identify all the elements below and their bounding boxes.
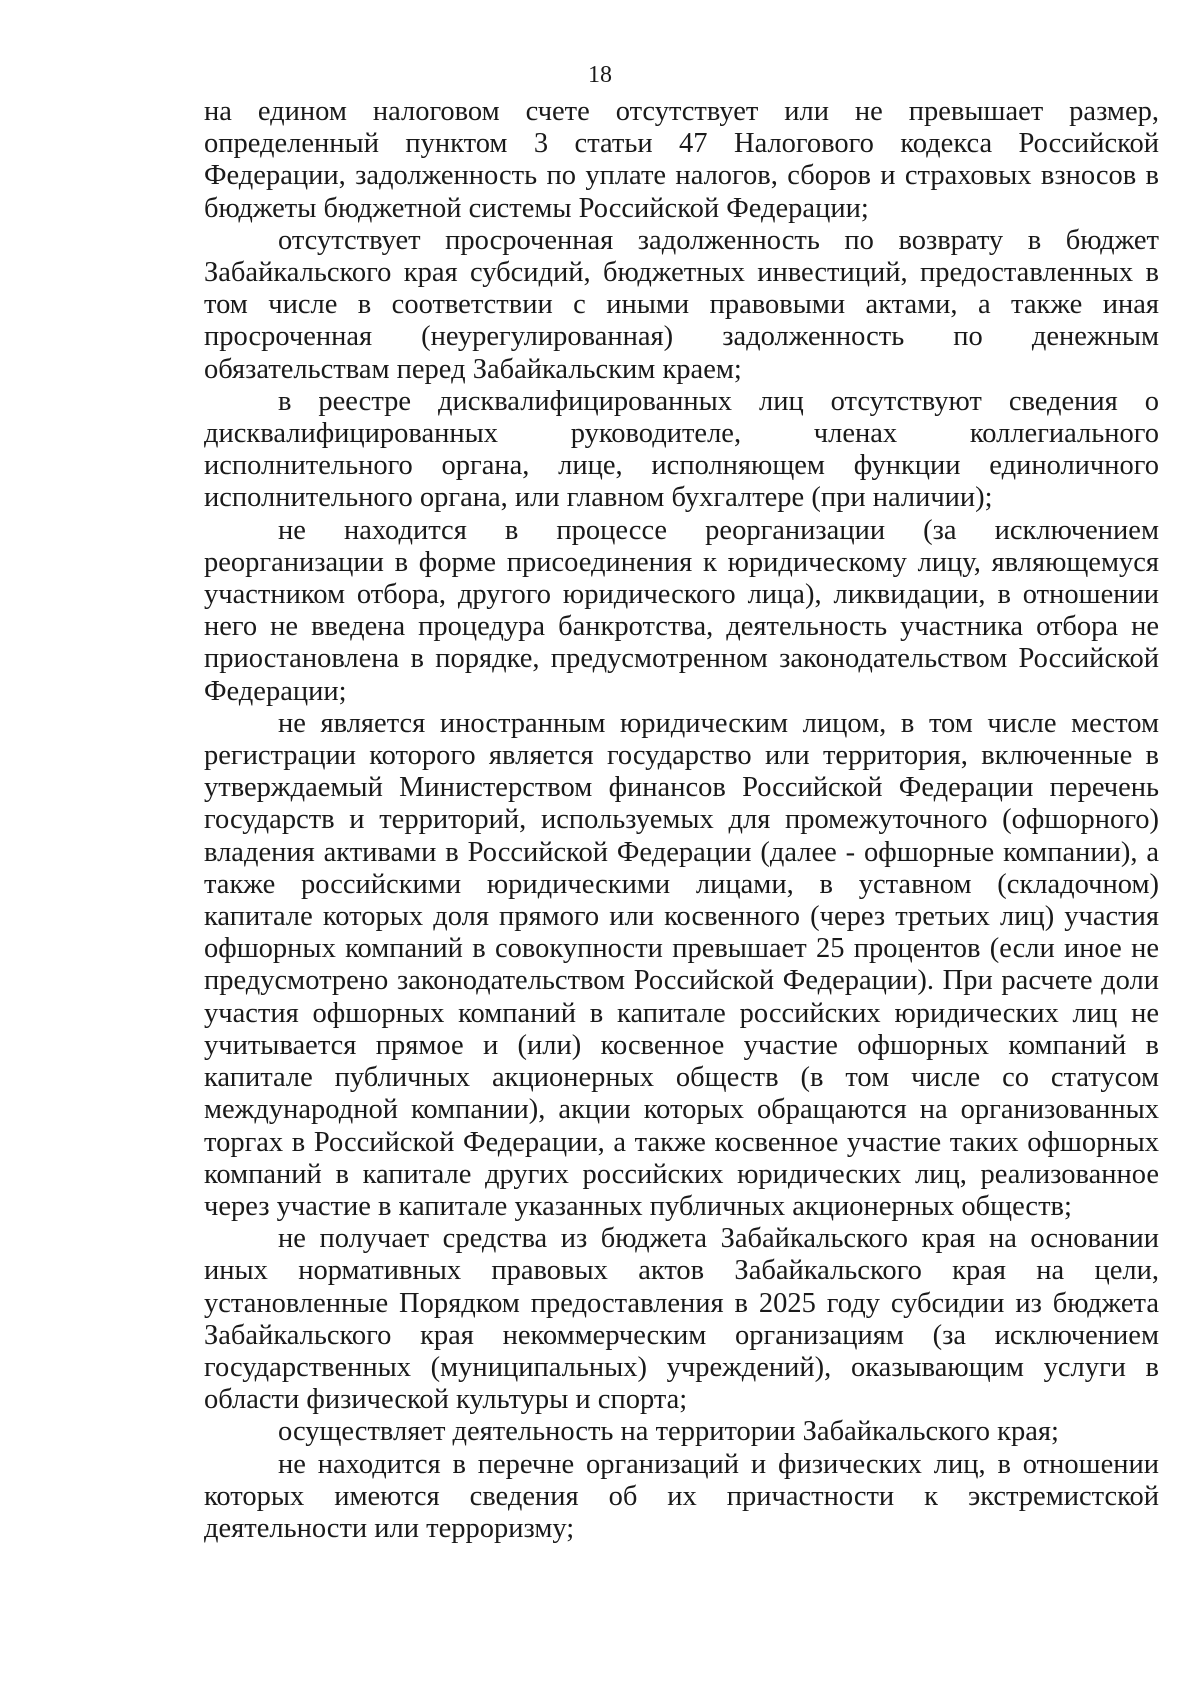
paragraph-reorganization: не находится в процессе реорганизации (за исключением реорганизации в форме присоединения к юридическому лицу, являющемуся участником отбора, другого юридического лица), ликвидации, в отношении него не введена процедура банкротства, деятельность участника отбора не приостановлена в порядке, предусмотренном законодательством Российской Федерации; bbox=[204, 514, 1159, 707]
paragraph-budget-funds: не получает средства из бюджета Забайкальского края на основании иных нормативных правовых актов Забайкальского края на цели, установленные Порядком предоставления в 2025 году субсидии из бюджета Забайкальского края некоммерческим организациям (за исключением государственных (муниципальных) учреждений), оказывающим услуги в области физической культуры и спорта; bbox=[204, 1223, 1159, 1416]
paragraph-disqualified-persons: в реестре дисквалифицированных лиц отсутствуют сведения о дисквалифицированных руководителе, членах коллегиального исполнительного органа, лице, исполняющем функции единоличного исполнительного органа, или главном бухгалтере (при наличии); bbox=[204, 385, 1159, 514]
paragraph-territory: осуществляет деятельность на территории Забайкальского края; bbox=[278, 1416, 1059, 1448]
paragraph-extremism: не находится в перечне организаций и физических лиц, в отношении которых имеются сведения об их причастности к экстремистской деятельности или терроризму; bbox=[204, 1448, 1159, 1544]
paragraph-tax-debt: на едином налоговом счете отсутствует или не превышает размер, определенный пунктом 3 статьи 47 Налогового кодекса Российской Федерации, задолженность по уплате налогов, сборов и страховых взносов в бюджеты бюджетной системы Российской Федерации; bbox=[204, 96, 1159, 224]
page-number: 18 bbox=[588, 62, 612, 88]
paragraph-overdue-debt: отсутствует просроченная задолженность по возврату в бюджет Забайкальского края субсидий, бюджетных инвестиций, предоставленных в том числе в соответствии с иными правовыми актами, а также иная просроченная (неурегулированная) задолженность по денежным обязательствам перед Забайкальским краем; bbox=[204, 224, 1159, 385]
paragraph-offshore-companies: не является иностранным юридическим лицом, в том числе местом регистрации которого является государство или территория, включенные в утверждаемый Министерством финансов Российской Федерации перечень государств и территорий, используемых для промежуточного (офшорного) владения активами в Российской Федерации (далее - офшорные компании), а также российскими юридическими лицами, в уставном (складочном) капитале которых доля прямого или косвенного (через третьих лиц) участия офшорных компаний в совокупности превышает 25 процентов (если иное не предусмотрено законодательством Российской Федерации). При расчете доли участия офшорных компаний в капитале российских юридических лиц не учитывается прямое и (или) косвенное участие офшорных компаний в капитале публичных акционерных обществ (в том числе со статусом международной компании), акции которых обращаются на организованных торгах в Российской Федерации, а также косвенное участие таких офшорных компаний в капитале других российских юридических лиц, реализованное через участие в капитале указанных публичных акционерных обществ; bbox=[204, 707, 1159, 1222]
document-body bbox=[204, 96, 1159, 1545]
